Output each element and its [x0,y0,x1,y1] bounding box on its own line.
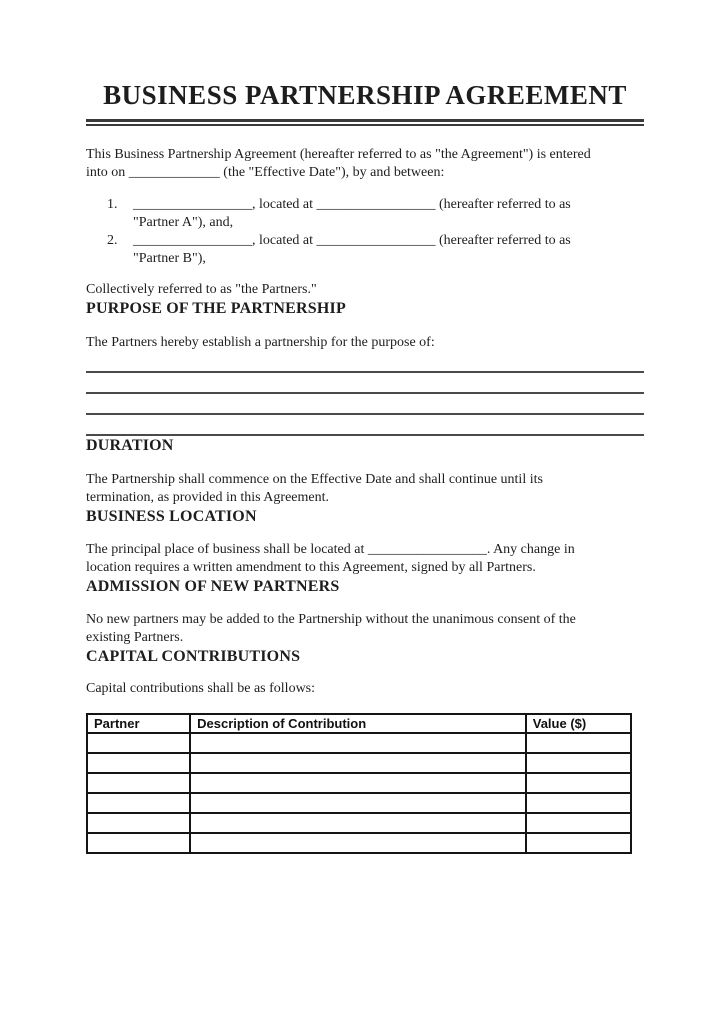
table-cell [526,813,631,833]
business-location-line: location requires a written amendment to this Agreement, signed by all Partners. [86,560,536,575]
intro-paragraph [86,146,644,182]
party-list [86,196,644,268]
document-title: BUSINESS PARTNERSHIP AGREEMENT [103,80,627,110]
column-header-partner: Partner [87,714,190,733]
intro-line: into on _____________ (the "Effective Date"), by and between: [86,165,445,180]
collectively-paragraph: Collectively referred to as "the Partners." [86,282,317,297]
table-cell [87,813,190,833]
table-cell [526,753,631,773]
duration-paragraph [86,471,644,507]
business-location-paragraph [86,541,644,577]
business-location-line: The principal place of business shall be located at _________________. Any change in [86,542,575,557]
column-header-description: Description of Contribution [190,714,526,733]
party-line: _________________, located at _________________ (hereafter referred to as [133,197,571,212]
table-cell [190,733,526,753]
party-line: "Partner A"), and, [133,215,234,230]
duration-line: termination, as provided in this Agreement. [86,490,330,505]
section-purpose-heading: PURPOSE OF THE PARTNERSHIP [86,300,346,317]
table-cell [190,773,526,793]
admission-paragraph [86,611,644,647]
purpose-paragraph: The Partners hereby establish a partnership for the purpose of: [86,335,435,350]
table-row [87,833,631,853]
section-business-location-heading: BUSINESS LOCATION [86,508,257,525]
table-cell [526,733,631,753]
table-row [87,793,631,813]
table-cell [87,753,190,773]
party-text [133,196,644,232]
party-line: _________________, located at _________________ (hereafter referred to as [133,233,571,248]
table-cell [526,773,631,793]
table-header-row [87,714,631,733]
blank-writing-line [86,394,644,415]
table-cell [190,813,526,833]
table-row [87,733,631,753]
table-cell [87,733,190,753]
table-row [87,773,631,793]
contributions-table [86,713,632,854]
table-cell [87,773,190,793]
party-line: "Partner B"), [133,251,206,266]
section-admission-heading: ADMISSION OF NEW PARTNERS [86,578,340,595]
section-duration-heading: DURATION [86,437,174,454]
table-row [87,813,631,833]
table-cell [87,833,190,853]
table-cell [190,833,526,853]
party-number: 2. [107,233,118,248]
column-header-value: Value ($) [526,714,631,733]
table-row [87,753,631,773]
duration-line: The Partnership shall commence on the Effective Date and shall continue until its [86,472,543,487]
party-number: 1. [107,197,118,212]
section-capital-heading: CAPITAL CONTRIBUTIONS [86,648,301,665]
contributions-table-body [87,733,631,853]
document-content [86,80,644,854]
admission-line: No new partners may be added to the Partnership without the unanimous consent of the [86,612,576,627]
blank-writing-line [86,352,644,373]
capital-paragraph: Capital contributions shall be as follows: [86,681,316,696]
table-cell [190,793,526,813]
intro-line: This Business Partnership Agreement (hereafter referred to as "the Agreement") is entered [86,147,591,162]
table-cell [526,833,631,853]
blank-writing-line [86,415,644,436]
party-text [133,232,644,268]
table-cell [190,753,526,773]
title-double-rule [86,119,644,126]
party-item-b [86,232,644,268]
party-item-a [86,196,644,232]
blank-writing-line [86,373,644,394]
table-cell [526,793,631,813]
purpose-blank-lines [86,352,644,436]
admission-line: existing Partners. [86,630,184,645]
table-cell [87,793,190,813]
